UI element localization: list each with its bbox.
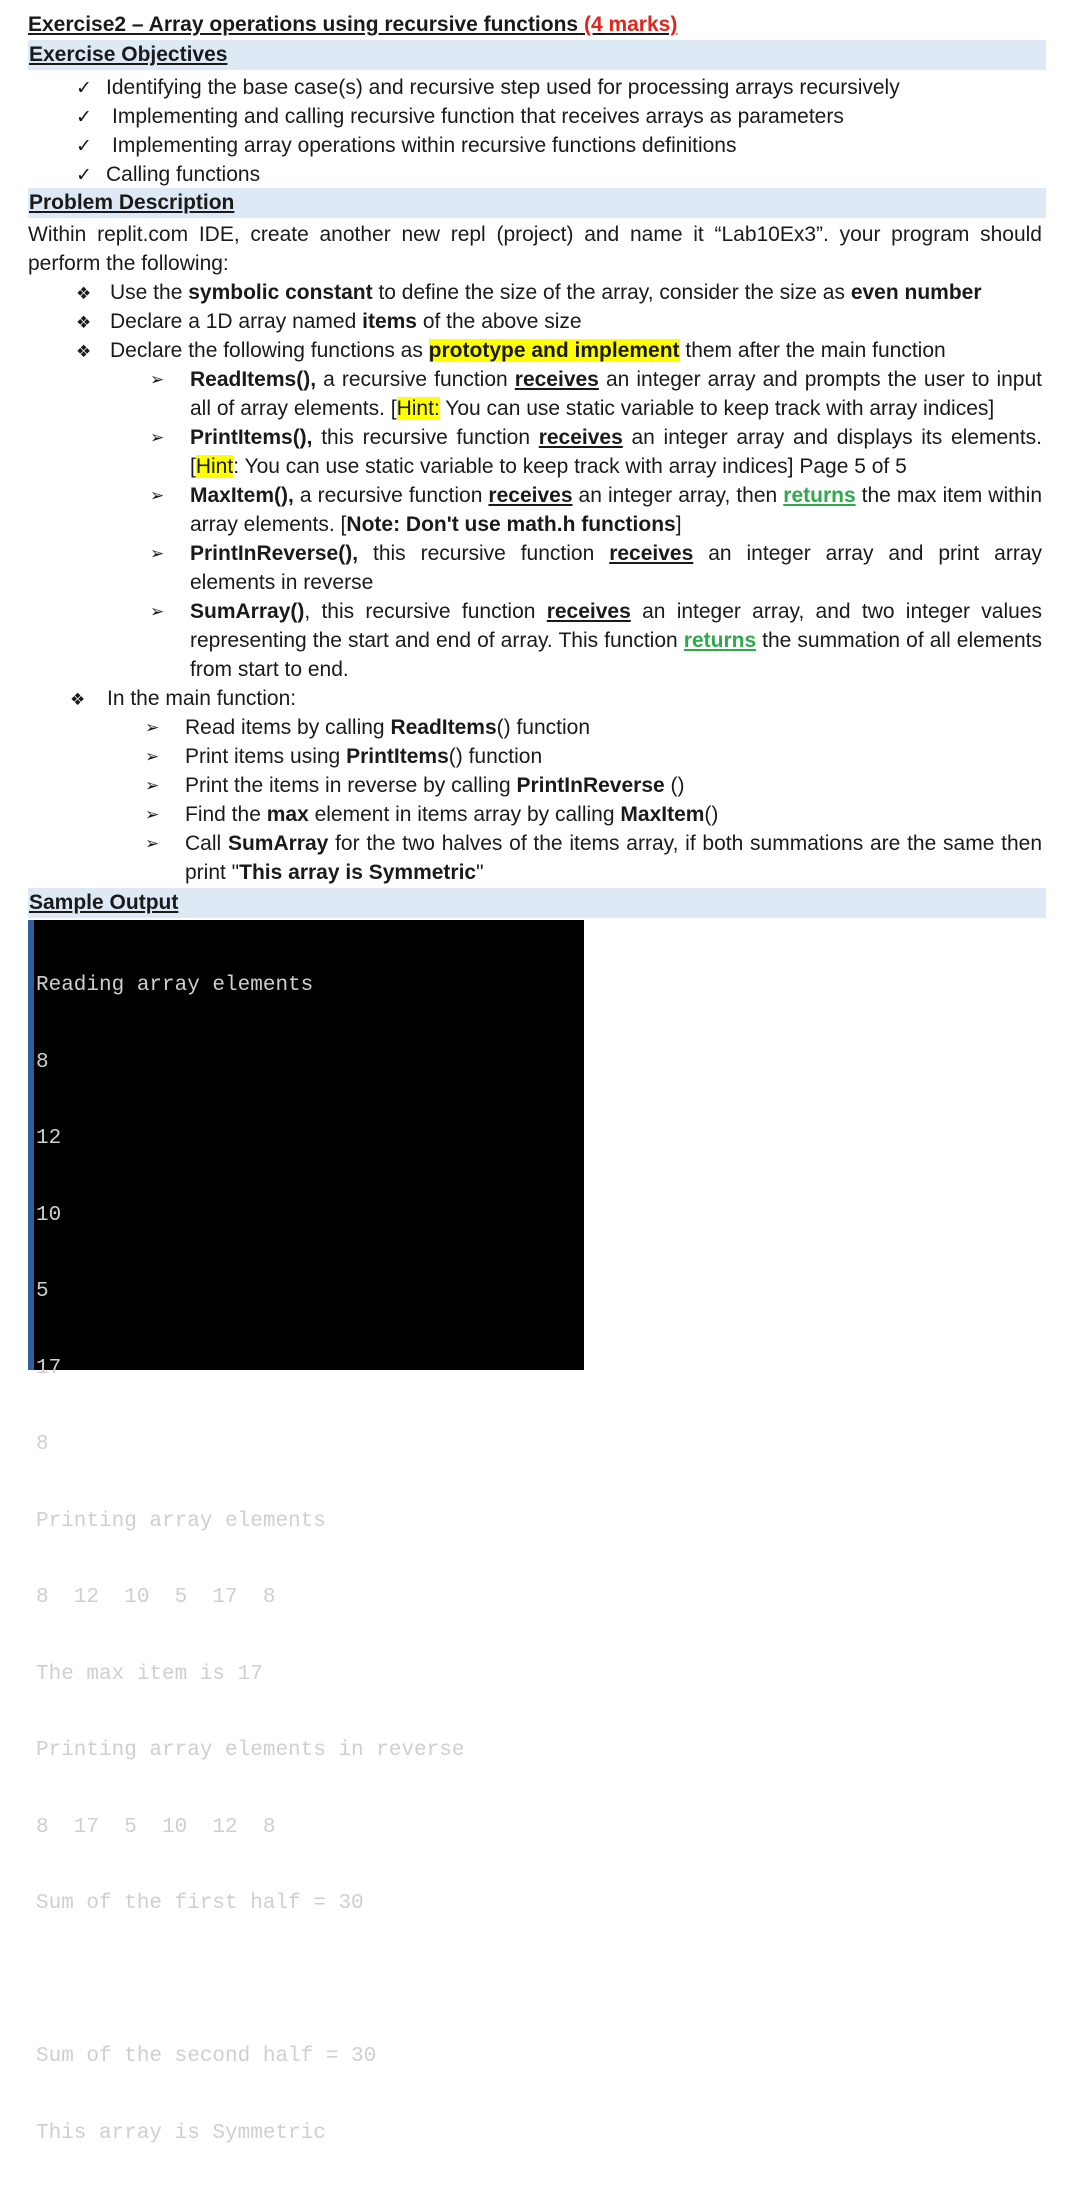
- console-line: Reading array elements: [36, 974, 314, 997]
- arrow-bullet-icon: ➢: [150, 486, 165, 505]
- list-item: ✓ Calling functions: [76, 160, 900, 189]
- arrow-bullet-icon: ➢: [145, 805, 160, 824]
- diamond-bullet-icon: ❖: [76, 313, 92, 332]
- sample-output-heading: Sample Output: [28, 888, 1046, 918]
- console-line: The max item is 17: [36, 1662, 263, 1686]
- title-text: Exercise2 – Array operations using recursive functions: [28, 13, 579, 36]
- hint-label: Hint: [195, 455, 234, 478]
- arrow-bullet-icon: ➢: [150, 370, 165, 389]
- main-step: ➢ Read items by calling ReadItems() function: [145, 713, 1042, 742]
- checkmark-icon: ✓: [76, 107, 92, 128]
- objectives-list: [76, 73, 900, 189]
- list-item: ❖ Declare a 1D array named items of the above size: [76, 307, 982, 336]
- console-line: Sum of the first half = 30: [36, 1892, 364, 1915]
- console-line: 10: [36, 1203, 62, 1227]
- diamond-bullet-icon: ❖: [70, 690, 86, 709]
- marks-label: (4 marks): [583, 13, 678, 36]
- main-step: ➢ Print the items in reverse by calling PrintInReverse (): [145, 771, 1042, 800]
- arrow-bullet-icon: ➢: [150, 428, 165, 447]
- main-step: ➢ Find the max element in items array by calling MaxItem(): [145, 800, 1042, 829]
- list-item: ✓ Implementing array operations within recursive functions definitions: [76, 131, 900, 160]
- diamond-bullet-icon: ❖: [76, 342, 92, 361]
- arrow-bullet-icon: ➢: [145, 718, 160, 737]
- console-line: Printing array elements: [36, 1509, 326, 1533]
- list-item: ❖ Declare the following functions as prototype and implement them after the main function: [76, 336, 982, 365]
- list-item: ✓ Identifying the base case(s) and recursive step used for processing arrays recursively: [76, 73, 900, 102]
- checkmark-icon: ✓: [76, 78, 92, 99]
- diamond-bullet-icon: ❖: [76, 284, 92, 303]
- list-item: ❖ Use the symbolic constant to define the size of the array, consider the size as even number: [76, 278, 982, 307]
- arrow-bullet-icon: ➢: [145, 776, 160, 795]
- console-line: [36, 1968, 584, 1994]
- list-item: ✓ Implementing and calling recursive function that receives arrays as parameters: [76, 102, 900, 131]
- function-item-printinreverse: ➢ PrintInReverse(), this recursive function receives an integer array and print array elements in reverse: [150, 539, 1042, 597]
- list-item: ❖ In the main function:: [70, 684, 296, 713]
- arrow-bullet-icon: ➢: [145, 747, 160, 766]
- console-line: 5: [36, 1280, 49, 1303]
- console-output: [28, 920, 584, 2145]
- arrow-bullet-icon: ➢: [150, 544, 165, 563]
- main-steps-list: [145, 713, 1042, 887]
- requirements-list: [76, 278, 982, 365]
- function-item-printitems: ➢ PrintItems(), this recursive function receives an integer array and displays its elements. [Hint: You can use static variable to keep track with array indices] Page 5 of 5: [150, 423, 1042, 481]
- functions-list: [150, 365, 1042, 684]
- function-item-sumarray: ➢ SumArray(), this recursive function receives an integer array, and two integer values representing the start and end of array. This function returns the summation of all elements from start to end.: [150, 597, 1042, 684]
- console-line: 8 12 10 5 17 8: [36, 1586, 276, 1609]
- console-line: 8: [36, 1433, 49, 1456]
- console-line: Printing array elements in reverse: [36, 1739, 465, 1762]
- main-function-bullet: [70, 684, 296, 713]
- problem-intro: Within replit.com IDE, create another new repl (project) and name it “Lab10Ex3”. your program should perform the following:: [28, 223, 1042, 275]
- arrow-bullet-icon: ➢: [145, 834, 160, 853]
- console-line: 17: [36, 1356, 62, 1380]
- console-line: This array is Symmetric: [36, 2121, 326, 2145]
- console-line: Sum of the second half = 30: [36, 2045, 377, 2068]
- highlighted-text: prototype and implement: [428, 339, 680, 362]
- objectives-heading: Exercise Objectives: [28, 40, 1046, 70]
- console-line: 8 17 5 10 12 8: [36, 1815, 276, 1839]
- exercise-title: [28, 10, 677, 39]
- console-line: 12: [36, 1127, 62, 1150]
- problem-heading: Problem Description: [28, 188, 1046, 218]
- checkmark-icon: ✓: [76, 136, 92, 157]
- function-item-readitems: ➢ ReadItems(), a recursive function receives an integer array and prompts the user to input all of array elements. [Hint: You can use static variable to keep track with array indices]: [150, 365, 1042, 423]
- main-step: ➢ Call SumArray for the two halves of the items array, if both summations are the same then print "This array is Symmetric": [145, 829, 1042, 887]
- hint-label: Hint:: [396, 397, 440, 420]
- function-item-maxitem: ➢ MaxItem(), a recursive function receives an integer array, then returns the max item within array elements. [Note: Don't use math.h functions]: [150, 481, 1042, 539]
- main-step: ➢ Print items using PrintItems() function: [145, 742, 1042, 771]
- console-line: 8: [36, 1050, 49, 1074]
- arrow-bullet-icon: ➢: [150, 602, 165, 621]
- checkmark-icon: ✓: [76, 165, 92, 186]
